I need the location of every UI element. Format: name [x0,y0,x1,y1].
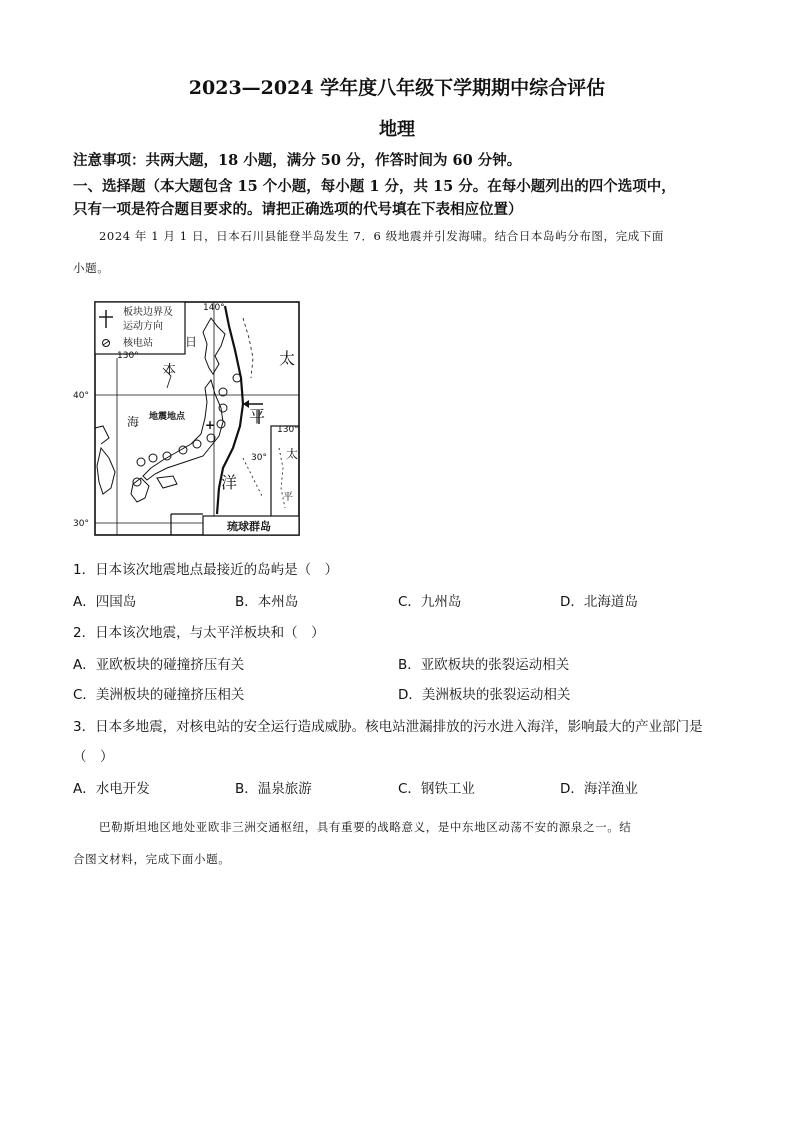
question-3-option-c[interactable]: C．钢铁工业 [398,781,475,797]
question-2-stem: 2．日本该次地震，与太平洋板块和（ ） [73,625,325,641]
section-heading-line1: 一、选择题（本大题包含 15 个小题，每小题 1 分，共 15 分。在每小题列出的四个选项中， [73,178,676,195]
subject-title: 地理 [379,119,415,140]
question-2-option-a[interactable]: A．亚欧板块的碰撞挤压有关 [73,657,245,673]
plate-boundary-pacific [219,306,243,488]
question-2-option-c[interactable]: C．美洲板块的碰撞挤压相关 [73,687,245,703]
legend-text-2: 运动方向 [123,321,163,332]
legend-text-3: 核电站 [123,338,153,349]
passage1-line1: 2024 年 1 月 1 日，日本石川县能登半岛发生 7．6 级地震并引发海啸。结合日本岛屿分布图，完成下面 [99,229,665,243]
question-2-option-b[interactable]: B．亚欧板块的张裂运动相关 [398,657,570,673]
label-tai-inset: 太 [286,447,299,461]
nuclear-plant [193,440,201,448]
question-3-stem: 3．日本多地震，对核电站的安全运行造成威胁。核电站泄漏排放的污水进入海洋，影响最大的产业部门是 [73,719,703,735]
lat-label-30: 30° [73,519,89,529]
nuclear-plant [137,458,145,466]
question-3-option-a[interactable]: A．水电开发 [73,781,150,797]
kyushu-coast [131,478,149,502]
question-1-option-d[interactable]: D．北海道岛 [560,594,638,610]
quake-marker: + [205,418,216,432]
question-1-stem: 1．日本该次地震地点最接近的岛屿是（ ） [73,562,339,578]
label-ben: 本 [163,363,177,378]
question-3-option-d[interactable]: D．海洋渔业 [560,781,638,797]
question-1-option-c[interactable]: C．九州岛 [398,594,462,610]
legend-text-1: 板块边界及 [123,307,173,318]
label-tai: 太 [279,349,296,368]
nuclear-plant [133,478,141,486]
label-ping-inset: 平 [283,492,293,503]
japan-map [73,298,303,538]
label-ri: 日 [185,335,198,349]
passage1-line2: 小题。 [73,261,110,275]
korea-coast [97,448,115,494]
nuclear-plant [217,420,225,428]
lon-label-130: 130° [117,351,139,361]
lat-label-30-inset: 30° [251,453,267,463]
question-3-option-b[interactable]: B．温泉旅游 [235,781,312,797]
lon-label-140: 140° [203,303,225,313]
label-ping: 平 [249,407,266,426]
nuclear-plant [219,404,227,412]
shikoku-coast [157,476,177,488]
label-yang: 洋 [221,473,238,492]
question-3-stem-bracket: （ ） [73,749,114,765]
japan-map-svg [73,298,303,538]
exam-title: 2023—2024 学年度八年级下学期期中综合评估 [188,77,606,99]
lon-label-130-inset: 130° [277,425,299,435]
nuclear-plant [149,454,157,462]
passage2-line1: 巴勒斯坦地区地处亚欧非三洲交通枢纽，具有重要的战略意义，是中东地区动荡不安的源泉之一。结 [99,820,632,834]
label-ryukyu: 琉球群岛 [227,520,271,533]
passage2-line2: 合图文材料，完成下面小题。 [73,852,231,866]
question-2-option-d[interactable]: D．美洲板块的张裂运动相关 [398,687,571,703]
question-1-option-b[interactable]: B．本州岛 [235,594,299,610]
lat-label-40: 40° [73,391,89,401]
section-heading-line2: 只有一项是符合题目要求的。请把正确选项的代号填在下表相应位置） [73,201,523,218]
notice-line: 注意事项：共两大题，18 小题，满分 50 分，作答时间为 60 分钟。 [73,152,522,169]
nuclear-plant [233,374,241,382]
question-1-option-a[interactable]: A．四国岛 [73,594,137,610]
label-hai: 海 [127,415,140,429]
label-quake: 地震地点 [149,412,186,422]
